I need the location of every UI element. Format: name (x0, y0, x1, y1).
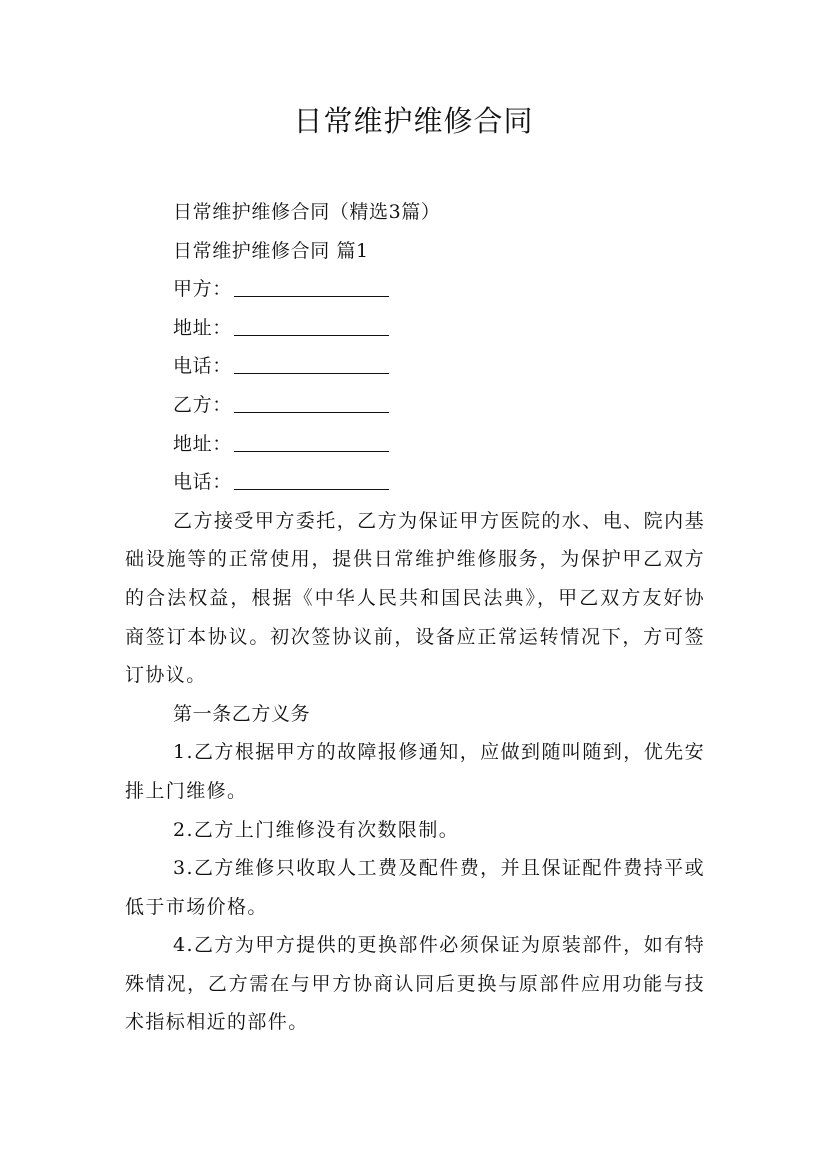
blank-line (234, 394, 389, 413)
article-heading: 第一条乙方义务 (173, 702, 311, 725)
blank-line (234, 433, 389, 452)
blank-line (234, 278, 389, 297)
field-label: 电话： (173, 355, 232, 378)
section-heading: 日常维护维修合同 篇1 (173, 239, 369, 262)
field-label: 甲方： (173, 278, 232, 301)
clause-1: 1.乙方根据甲方的故障报修通知，应做到随叫随到，优先安排上门维修。 (125, 741, 705, 802)
party-b-address-field (125, 425, 705, 464)
document-body (125, 193, 705, 1042)
party-b-field (125, 386, 705, 425)
party-a-phone-field (125, 347, 705, 386)
clause-4: 4.乙方为甲方提供的更换部件必须保证为原装部件，如有特殊情况，乙方需在与甲方协商认同后更换与原部件应用功能与技术指标相近的部件。 (125, 934, 705, 1034)
blank-line (234, 355, 389, 374)
clause-3: 3.乙方维修只收取人工费及配件费，并且保证配件费持平或低于市场价格。 (125, 857, 705, 918)
blank-line (234, 471, 389, 490)
field-label: 电话： (173, 471, 232, 494)
clause-2: 2.乙方上门维修没有次数限制。 (173, 818, 460, 841)
party-b-phone-field (125, 463, 705, 502)
document-subtitle: 日常维护维修合同（精选3篇） (173, 201, 441, 223)
field-label: 乙方： (173, 393, 232, 416)
intro-paragraph: 乙方接受甲方委托，乙方为保证甲方医院的水、电、院内基础设施等的正常使用，提供日常维护维修服务，为保护甲乙双方的合法权益，根据《中华人民共和国民法典》，甲乙双方友好协商签订本协议。初次签协议前，设备应正常运转情况下，方可签订协议。 (125, 509, 705, 687)
document-title: 日常维护维修合同 (293, 104, 534, 138)
field-label: 地址： (173, 432, 232, 455)
party-a-address-field (125, 309, 705, 348)
blank-line (234, 317, 389, 336)
party-a-field (125, 270, 705, 309)
field-label: 地址： (173, 316, 232, 339)
